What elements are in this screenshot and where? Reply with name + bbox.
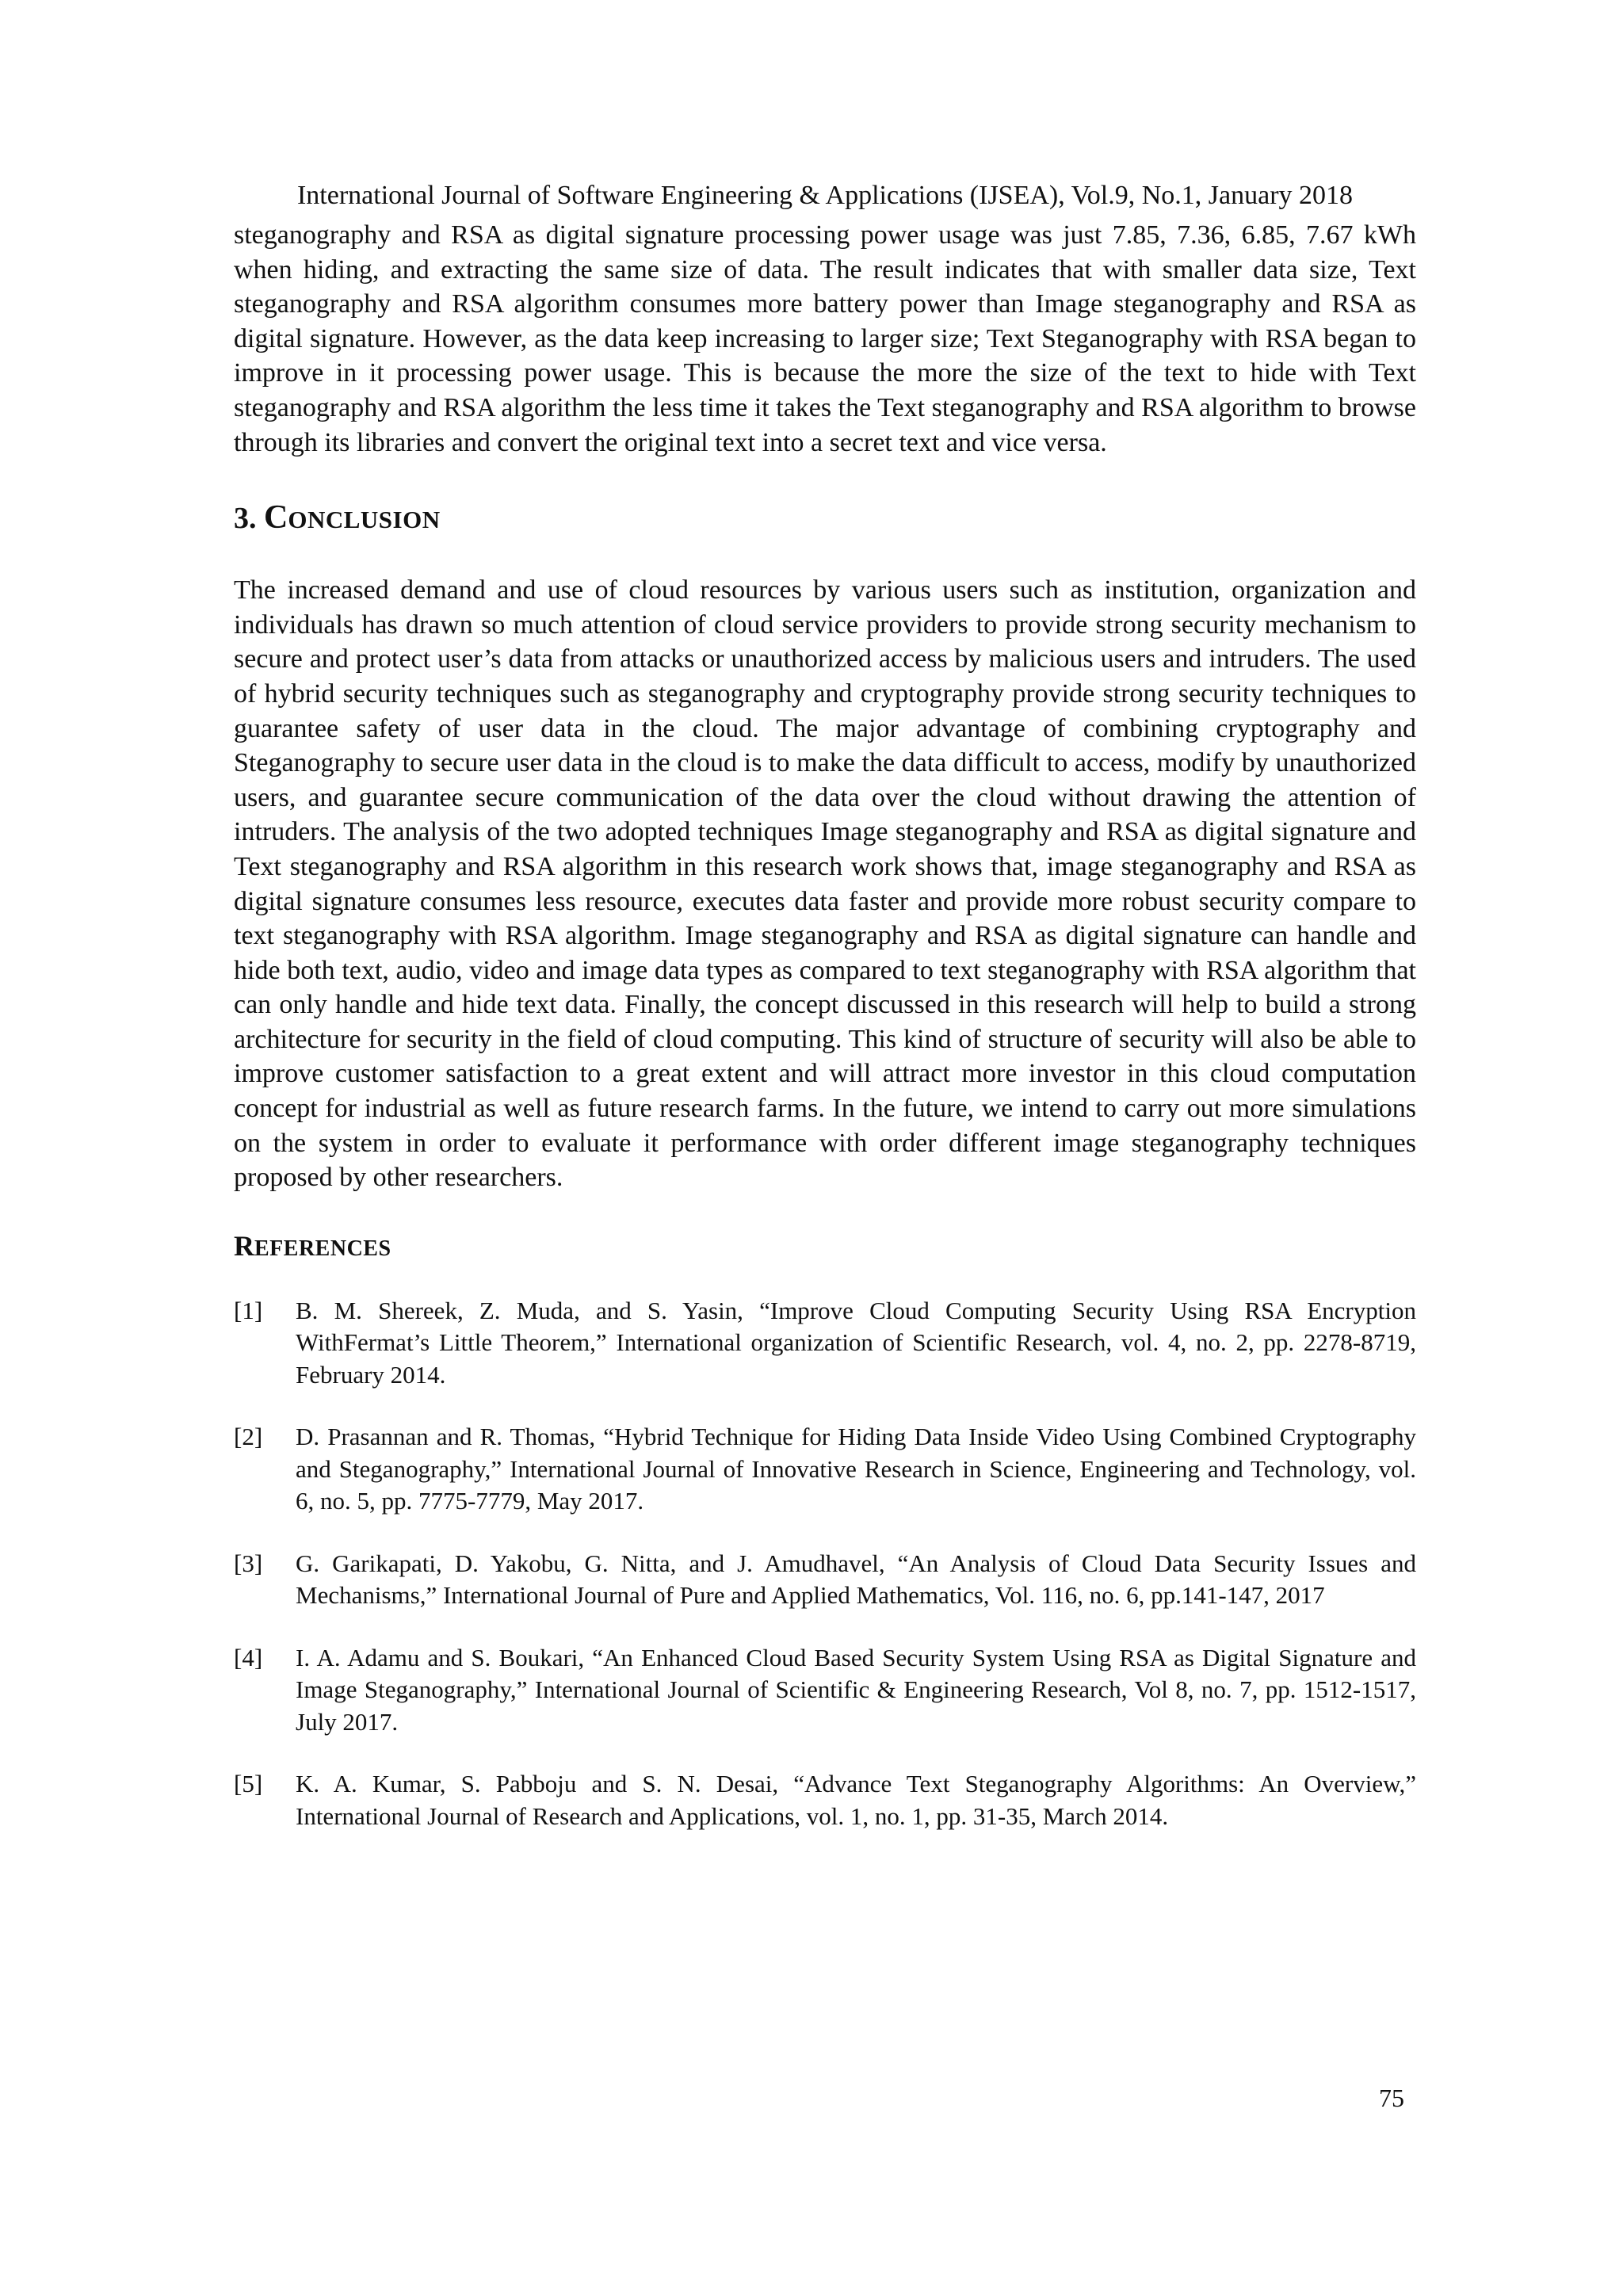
reference-item [234, 1295, 1416, 1392]
section-title-initial: C [264, 499, 288, 537]
section-number: 3. [234, 502, 264, 536]
intro-paragraph: steganography and RSA as digital signature processing power usage was just 7.85, 7.36, 6.85, 7.67 kWh when hiding, and extracting the same size of data. The result indicates that with smaller data size, Text steganography and RSA algorithm consumes more battery power than Image steganography and RSA as digital signature. However, as the data keep increasing to larger size; Text Steganography with RSA began to improve in it processing power usage. This is because the more the size of the text to hide with Text steganography and RSA algorithm the less time it takes the Text steganography and RSA algorithm to browse through its libraries and convert the original text into a secret text and vice versa. [234, 220, 1416, 457]
reference-number: [3] [234, 1549, 263, 1577]
running-header: International Journal of Software Engineering & Applications (IJSEA), Vol.9, No.1, January 2018 [296, 181, 1354, 210]
conclusion-paragraph: The increased demand and use of cloud resources by various users such as institution, organization and individuals has drawn so much attention of cloud service providers to provide strong security mechanism to secure and protect user’s data from attacks or unauthorized access by malicious users and intruders. The used of hybrid security techniques such as steganography and cryptography provide strong security techniques to guarantee safety of user data in the cloud. The major advantage of combining cryptography and Steganography to secure user data in the cloud is to make the data difficult to access, modify by unauthorized users, and guarantee secure communication of the data over the cloud without drawing the attention of intruders. The analysis of the two adopted techniques Image steganography and RSA as digital signature and Text steganography and RSA algorithm in this research work shows that, image steganography and RSA as digital signature consumes less resource, executes data faster and provide more robust security compare to text steganography with RSA algorithm. Image steganography and RSA as digital signature can handle and hide both text, audio, video and image data types as compared to text steganography with RSA algorithm that can only handle and hide text data. Finally, the concept discussed in this research will help to build a strong architecture for security in the field of cloud computing. This kind of structure of security will also be able to improve customer satisfaction to a great extent and will attract more investor in this cloud computation concept for industrial as well as future research farms. In the future, we intend to carry out more simulations on the system in order to evaluate it performance with order different image steganography techniques proposed by other researchers. [234, 575, 1416, 1193]
reference-list [234, 1295, 1416, 1833]
reference-text: G. Garikapati, D. Yakobu, G. Nitta, and J. Amudhavel, “An Analysis of Cloud Data Security Issues and Mechanisms,” International Journal of Pure and Applied Mathematics, Vol. 116, no. 6, pp.141-147, 2017 [296, 1549, 1416, 1610]
reference-number: [2] [234, 1423, 263, 1451]
reference-text: I. A. Adamu and S. Boukari, “An Enhanced Cloud Based Security System Using RSA as Digital Signature and Image Steganography,” International Journal of Scientific & Engineering Research, Vol 8, no. 7, pp. 1512-1517, July 2017. [296, 1643, 1416, 1736]
section-title-rest: ONCLUSION [288, 506, 441, 534]
reference-text: B. M. Shereek, Z. Muda, and S. Yasin, “Improve Cloud Computing Security Using RSA Encryption WithFermat’s Little Theorem,” International organization of Scientific Research, vol. 4, no. 2, pp. 2278-8719, February 2014. [296, 1296, 1416, 1389]
reference-number: [1] [234, 1296, 263, 1324]
reference-text: K. A. Kumar, S. Pabboju and S. N. Desai, “Advance Text Steganography Algorithms: An Overview,” International Journal of Research and Applications, vol. 1, no. 1, pp. 31-35, March 2014. [296, 1770, 1416, 1830]
paper-page [234, 178, 1416, 1862]
references-title-rest: EFERENCES [254, 1236, 391, 1261]
reference-item [234, 1768, 1416, 1832]
page-number: 75 [1379, 2084, 1404, 2112]
section-heading-conclusion [234, 498, 1416, 540]
reference-item [234, 1642, 1416, 1739]
references-title-initial: R [234, 1229, 254, 1262]
reference-item [234, 1421, 1416, 1518]
references-heading [234, 1228, 1416, 1266]
reference-number: [5] [234, 1770, 263, 1798]
reference-number: [4] [234, 1643, 263, 1671]
reference-text: D. Prasannan and R. Thomas, “Hybrid Technique for Hiding Data Inside Video Using Combined Cryptography and Steganography,” International Journal of Innovative Research in Science, Engineering and Technology, vol. 6, no. 5, pp. 7775-7779, May 2017. [296, 1423, 1416, 1515]
reference-item [234, 1548, 1416, 1612]
